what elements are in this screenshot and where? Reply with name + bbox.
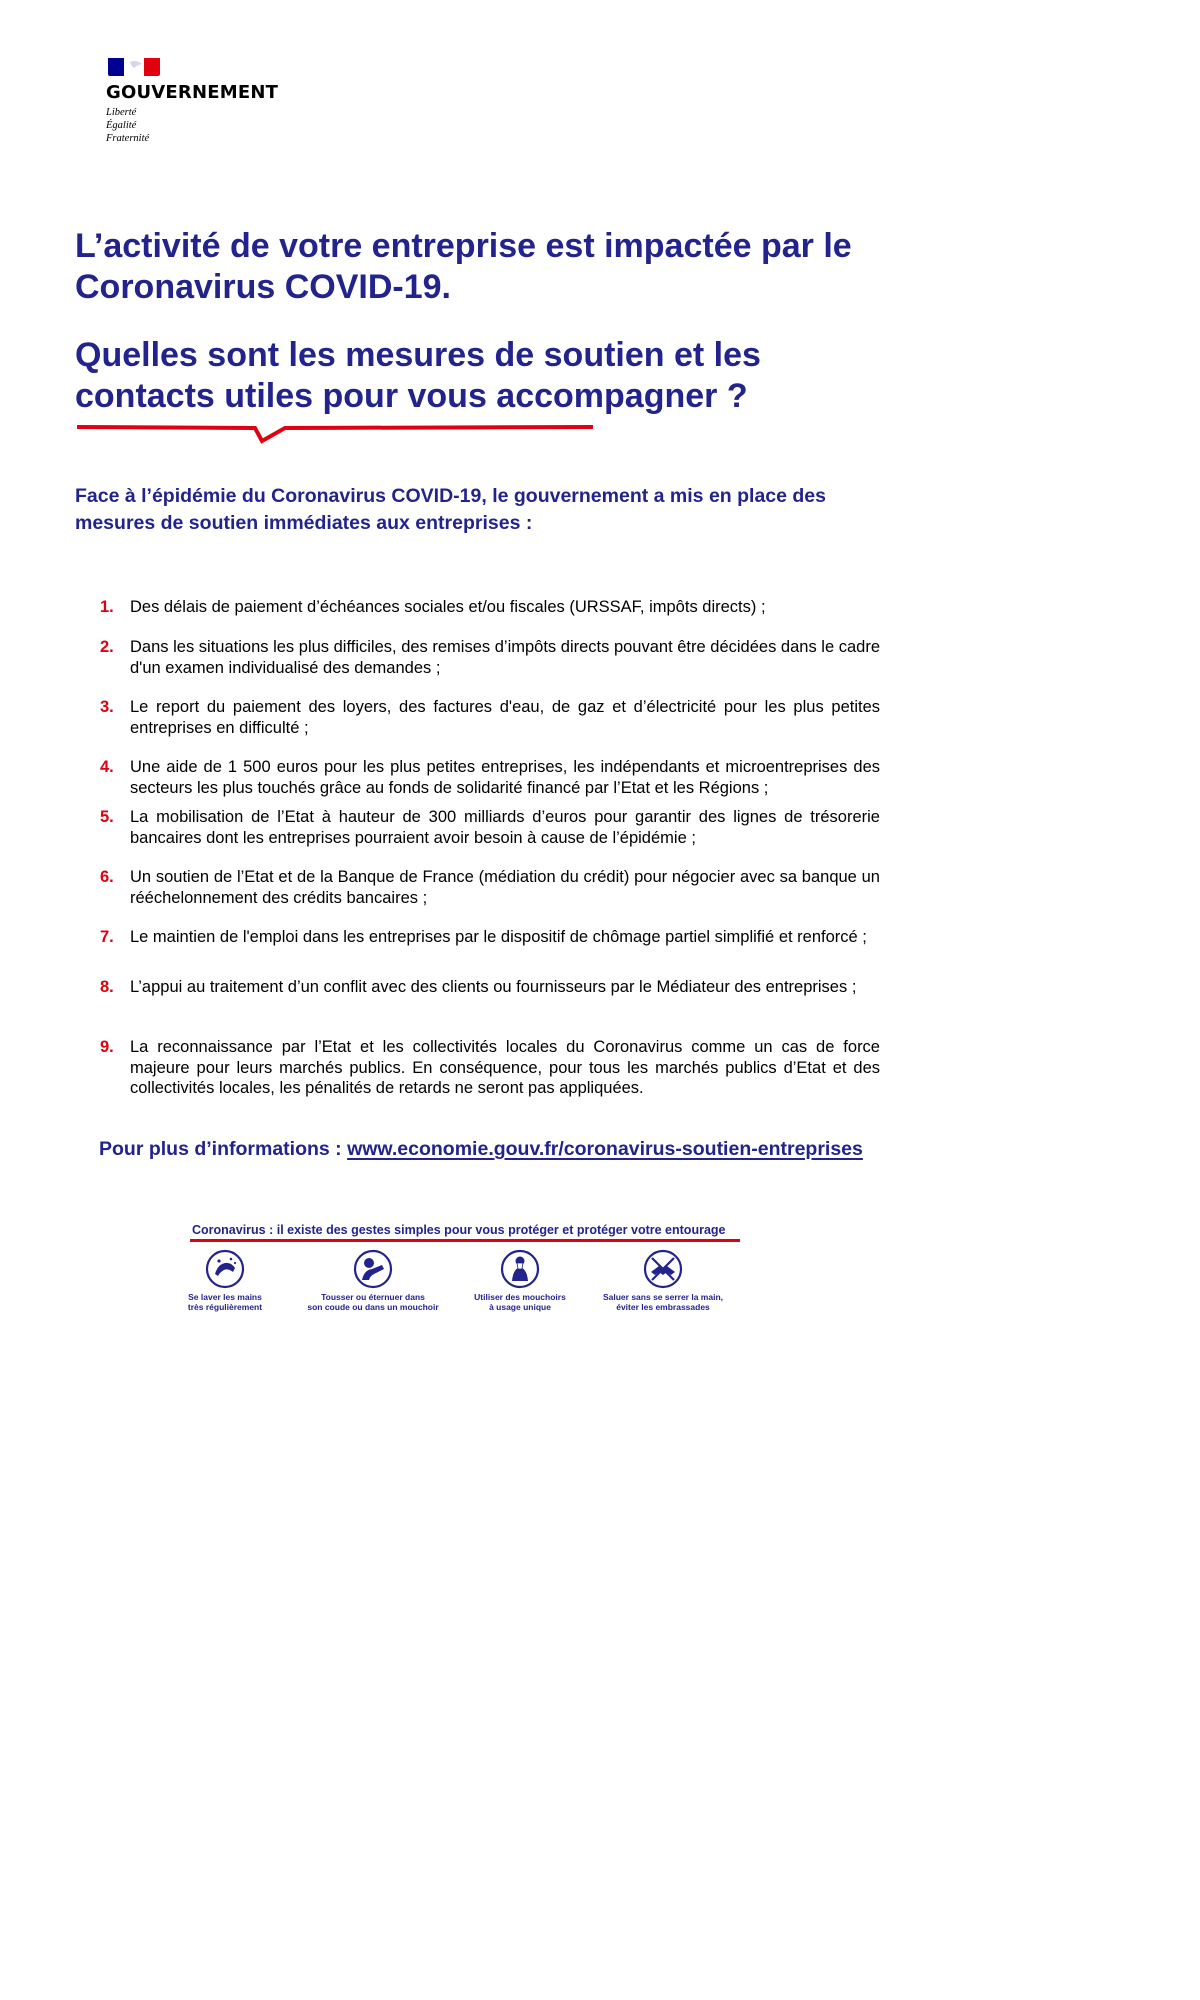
gesture-label: Se laver les mains très régulièrement <box>187 1292 263 1312</box>
measure-number: 7. <box>100 928 114 946</box>
gesture-item <box>588 1248 738 1312</box>
measure-text: La reconnaissance par l’Etat et les collectivités locales du Coronavirus comme un cas de force majeure pour leurs marchés publics. En conséquence, pour tous les marchés publics d’Etat et des collectivités locales, les pénalités de retards ne seront pas appliquées. <box>130 1038 880 1097</box>
measure-item <box>100 807 880 848</box>
more-info-label: Pour plus d’informations : <box>99 1138 342 1160</box>
measure-item <box>100 637 880 678</box>
measure-number: 5. <box>100 808 114 826</box>
tissue-icon <box>499 1248 541 1290</box>
gesture-label: Utiliser des mouchoirs à usage unique <box>474 1292 566 1312</box>
motto-liberte: Liberté <box>106 107 137 118</box>
measure-item <box>100 927 880 948</box>
measure-text: La mobilisation de l’Etat à hauteur de 300 milliards d’euros pour garantir des lignes de trésorerie bancaires dont les entreprises pourraient avoir besoin à cause de l’épidémie ; <box>130 808 880 847</box>
measure-text: L’appui au traitement d’un conflit avec des clients ou fournisseurs par le Médiateur des entreprises ; <box>130 978 857 996</box>
measure-item <box>100 757 880 798</box>
measure-number: 2. <box>100 638 114 656</box>
measure-number: 4. <box>100 758 114 776</box>
measure-item <box>100 867 880 908</box>
measure-text: Le report du paiement des loyers, des factures d'eau, de gaz et d’électricité pour les plus petites entreprises en difficulté ; <box>130 698 880 737</box>
measure-item <box>100 977 880 998</box>
more-info-line <box>99 1136 919 1162</box>
motto-fraternite: Fraternité <box>106 133 150 144</box>
measure-text: Une aide de 1 500 euros pour les plus petites entreprises, les indépendants et microentreprises des secteurs les plus touchés grâce au fonds de solidarité financé par l’Etat et les Régions ; <box>130 758 880 797</box>
barrier-gestures-banner <box>187 1222 745 1322</box>
gesture-label: Saluer sans se serrer la main, éviter les embrassades <box>602 1292 724 1312</box>
banner-title: Coronavirus : il existe des gestes simples pour vous protéger et protéger votre entourage <box>192 1223 726 1237</box>
measure-text: Des délais de paiement d’échéances sociales et/ou fiscales (URSSAF, impôts directs) ; <box>130 598 766 616</box>
measure-number: 8. <box>100 978 114 996</box>
gesture-label: Tousser ou éternuer dans son coude ou dans un mouchoir <box>307 1292 439 1312</box>
intro-paragraph: Face à l’épidémie du Coronavirus COVID-19, le gouvernement a mis en place des mesures de soutien immédiates aux entreprises : <box>75 485 826 534</box>
measure-text: Dans les situations les plus difficiles, des remises d’impôts directs pouvant être décidées dans le cadre d'un examen individualisé des demandes ; <box>130 638 880 677</box>
measure-item <box>100 1037 880 1099</box>
page-subtitle: Quelles sont les mesures de soutien et les contacts utiles pour vous accompagner ? <box>75 336 761 415</box>
measure-number: 1. <box>100 598 114 616</box>
hand-washing-icon <box>204 1248 246 1290</box>
page-title: L’activité de votre entreprise est impactée par le Coronavirus COVID-19. <box>75 227 852 306</box>
gesture-item <box>298 1248 448 1312</box>
measure-item <box>100 697 880 738</box>
banner-divider <box>190 1239 740 1242</box>
logo-name: GOUVERNEMENT <box>106 82 279 103</box>
measure-number: 6. <box>100 868 114 886</box>
more-info-link[interactable]: www.economie.gouv.fr/coronavirus-soutien-entreprises <box>347 1138 863 1160</box>
cough-elbow-icon <box>352 1248 394 1290</box>
no-handshake-icon <box>642 1248 684 1290</box>
measure-text: Le maintien de l'emploi dans les entreprises par le dispositif de chômage partiel simplifié et renforcé ; <box>130 928 867 946</box>
measure-number: 3. <box>100 698 114 716</box>
measure-number: 9. <box>100 1038 114 1056</box>
measure-text: Un soutien de l’Etat et de la Banque de France (médiation du crédit) pour négocier avec sa banque un rééchelonnement des crédits bancaires ; <box>130 868 880 907</box>
motto-egalite: Égalité <box>106 120 137 131</box>
gesture-item <box>445 1248 595 1312</box>
measure-item <box>100 597 880 618</box>
gesture-item <box>150 1248 300 1312</box>
